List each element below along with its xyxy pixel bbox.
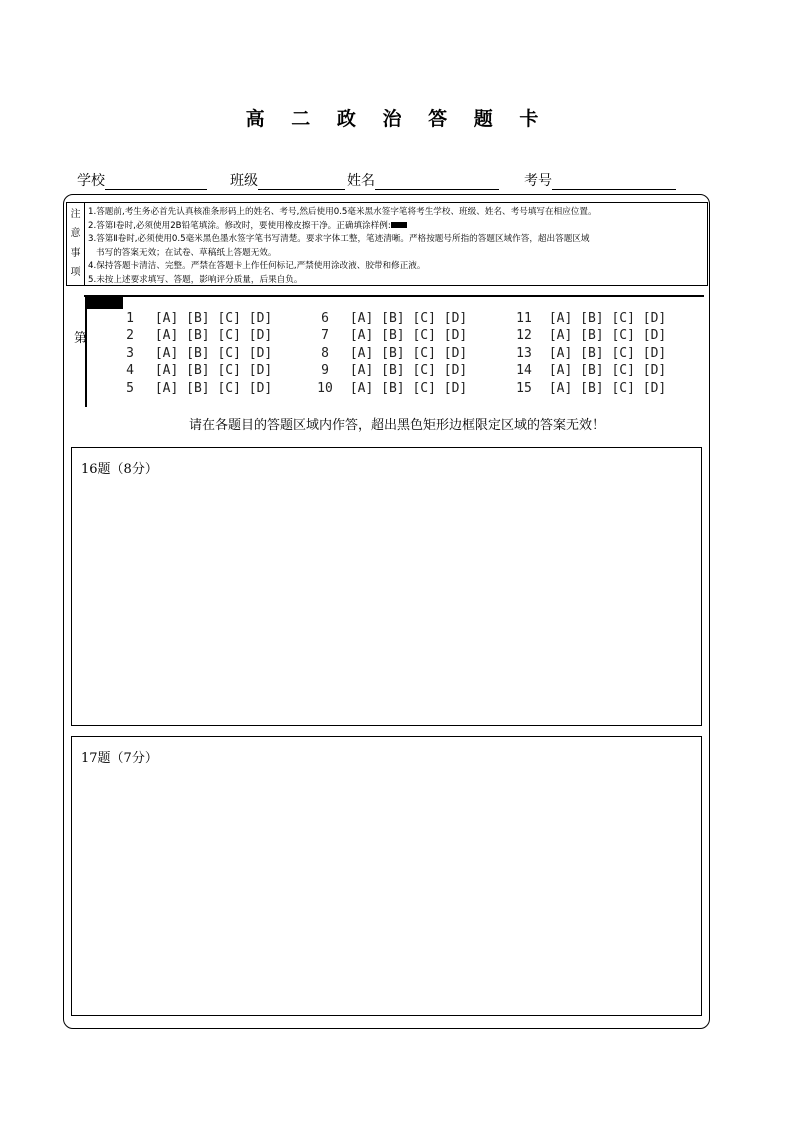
- notice-items: [88, 206, 703, 287]
- question-number: 3: [126, 345, 134, 361]
- choice-row[interactable]: [308, 310, 467, 327]
- notice-box: [66, 202, 708, 286]
- notice-label-char: 项: [70, 267, 81, 279]
- choice-row[interactable]: [507, 310, 666, 327]
- answer-options[interactable]: [A] [B] [C] [D]: [154, 311, 273, 326]
- question-number: 10: [317, 380, 333, 396]
- question-number: 7: [321, 328, 329, 344]
- question-number: 9: [321, 363, 329, 379]
- page-title: 高 二 政 治 答 题 卡: [245, 108, 549, 130]
- answer-options[interactable]: [A] [B] [C] [D]: [154, 345, 273, 361]
- answer-options[interactable]: [A] [B] [C] [D]: [349, 311, 468, 326]
- choice-row[interactable]: [507, 362, 666, 379]
- choice-column: [113, 310, 272, 397]
- choice-row[interactable]: [113, 380, 272, 397]
- section-left-rule: [85, 295, 87, 407]
- name-label: 姓名: [347, 173, 375, 189]
- answer-options[interactable]: [A] [B] [C] [D]: [154, 363, 273, 379]
- student-info-fields: [77, 170, 697, 190]
- filled-sample-mark: [391, 222, 407, 228]
- answer-options[interactable]: [A] [B] [C] [D]: [548, 345, 667, 361]
- choice-row[interactable]: [308, 327, 467, 344]
- multiple-choice-section: [74, 295, 704, 407]
- notice-label-char: 注: [70, 208, 81, 220]
- choice-column: [308, 310, 467, 397]
- choice-row[interactable]: [113, 362, 272, 379]
- question-number: 6: [321, 311, 329, 326]
- question-number: 11: [516, 311, 532, 326]
- choice-row[interactable]: [113, 345, 272, 362]
- notice-item-text: 2.答第Ⅰ卷时,必须使用2B铅笔填涂。修改时，要使用橡皮擦干净。正确填涂样例:: [88, 220, 391, 231]
- choice-row[interactable]: [308, 362, 467, 379]
- name-blank[interactable]: [375, 174, 499, 190]
- answer-options[interactable]: [A] [B] [C] [D]: [154, 380, 273, 396]
- answer-options[interactable]: [A] [B] [C] [D]: [349, 328, 468, 344]
- notice-item: 3.答第Ⅱ卷时,必须使用0.5毫米黑色墨水签字笔书写清楚。要求字体工整，笔迹清晰。严格按题号所指的答题区域作答，超出答题区域: [88, 234, 590, 244]
- question-number: 13: [516, 345, 532, 361]
- answer-options[interactable]: [A] [B] [C] [D]: [349, 363, 468, 379]
- question-label: 17题（7分）: [81, 751, 158, 766]
- notice-item: 4.保持答题卡清洁、完整。严禁在答题卡上作任何标记,严禁使用涂改液、胶带和修正液。: [88, 261, 426, 271]
- name-field[interactable]: [347, 170, 499, 190]
- question-number: 15: [516, 380, 532, 396]
- notice-item: 书写的答案无效；在试卷、草稿纸上答题无效。: [96, 247, 277, 258]
- answer-options[interactable]: [A] [B] [C] [D]: [349, 380, 468, 396]
- section-side-label: 第: [74, 331, 88, 346]
- choice-row[interactable]: [507, 345, 666, 362]
- answer-box-q17[interactable]: [71, 736, 702, 1016]
- class-blank[interactable]: [258, 174, 345, 190]
- choice-column: [507, 310, 666, 397]
- question-label: 16题（8分）: [81, 462, 158, 477]
- exam-number-blank[interactable]: [552, 174, 676, 190]
- choice-row[interactable]: [308, 380, 467, 397]
- notice-item: 5.未按上述要求填写、答题，影响评分质量，后果自负。: [88, 274, 303, 285]
- exam-number-label: 考号: [524, 173, 552, 189]
- question-number: 5: [126, 380, 134, 396]
- notice-label-char: 事: [70, 247, 81, 259]
- school-blank[interactable]: [105, 174, 207, 190]
- school-field[interactable]: [77, 170, 207, 190]
- answer-options[interactable]: [A] [B] [C] [D]: [548, 380, 667, 396]
- choice-row[interactable]: [308, 345, 467, 362]
- choice-row[interactable]: [113, 310, 272, 327]
- question-number: 8: [321, 345, 329, 361]
- question-number: 14: [516, 363, 532, 379]
- answer-options[interactable]: [A] [B] [C] [D]: [548, 328, 667, 344]
- notice-item: [88, 220, 703, 234]
- answer-area-warning: 请在各题目的答题区域内作答，超出黑色矩形边框限定区域的答案无效！: [188, 418, 605, 433]
- class-field[interactable]: [230, 170, 345, 190]
- answer-options[interactable]: [A] [B] [C] [D]: [548, 363, 667, 379]
- class-label: 班级: [230, 173, 258, 189]
- answer-options[interactable]: [A] [B] [C] [D]: [548, 311, 667, 326]
- question-number: 2: [126, 328, 134, 344]
- exam-number-field[interactable]: [524, 170, 676, 190]
- notice-label-char: 意: [70, 228, 81, 240]
- notice-item: 1.答题前,考生务必首先认真核准条形码上的姓名、考号,然后使用0.5毫米黑水签字笔将考生学校、班级、姓名、考号填写在相应位置。: [88, 207, 597, 217]
- choice-row[interactable]: [507, 327, 666, 344]
- answer-box-q16[interactable]: [71, 447, 702, 726]
- answer-options[interactable]: [A] [B] [C] [D]: [154, 328, 273, 344]
- question-number: 4: [126, 363, 134, 379]
- notice-label: [67, 203, 85, 285]
- section-top-rule: [84, 295, 704, 297]
- question-number: 1: [126, 311, 134, 326]
- choice-row[interactable]: [507, 380, 666, 397]
- school-label: 学校: [77, 173, 105, 189]
- answer-options[interactable]: [A] [B] [C] [D]: [349, 345, 468, 361]
- section-marker-tab: [86, 295, 123, 309]
- choice-row[interactable]: [113, 327, 272, 344]
- question-number: 12: [516, 328, 532, 344]
